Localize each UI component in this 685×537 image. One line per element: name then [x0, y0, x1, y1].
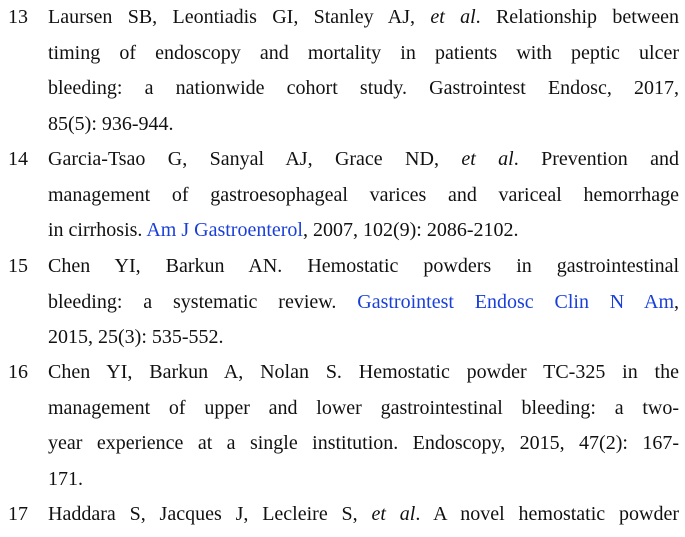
text-segment: . Relationship between — [475, 6, 679, 28]
journal-link[interactable]: Am J Gastroenterol — [146, 219, 303, 241]
reference-line — [48, 462, 679, 498]
text-segment: 171. — [48, 467, 83, 490]
reference-line — [48, 107, 679, 143]
reference-line — [48, 285, 679, 321]
reference-line — [48, 391, 679, 427]
reference-line — [48, 497, 679, 533]
text-segment: . Prevention and — [513, 148, 679, 170]
reference-text — [48, 355, 679, 497]
reference-line — [48, 36, 679, 72]
reference-number: 16 — [8, 361, 28, 383]
reference-number: 14 — [8, 148, 28, 170]
text-segment: in cirrhosis. — [48, 219, 147, 241]
italic-text: et al — [430, 6, 476, 28]
text-segment: , 2007, 102(9): 2086-2102. — [302, 219, 519, 241]
reference-line — [48, 320, 679, 356]
text-segment: Garcia-Tsao G, Sanyal AJ, Grace ND, — [48, 148, 462, 170]
reference-number: 17 — [8, 503, 28, 525]
reference-text — [48, 497, 679, 533]
text-segment: Chen YI, Barkun AN. Hemostatic powders in gastrointestinal — [48, 255, 679, 277]
text-segment: Haddara S, Jacques J, Lecleire S, — [48, 503, 372, 525]
reference-line — [48, 71, 679, 107]
text-segment: Chen YI, Barkun A, Nolan S. Hemostatic powder TC-325 in the — [48, 361, 679, 383]
journal-link[interactable]: Gastrointest Endosc Clin N Am — [357, 290, 674, 313]
reference-line — [48, 355, 679, 391]
reference-text — [48, 0, 679, 142]
reference-number: 13 — [8, 6, 28, 28]
text-segment: timing of endoscopy and mortality in patients with peptic ulcer — [48, 41, 679, 64]
text-segment: bleeding: a nationwide cohort study. Gastrointest Endosc, 2017, — [48, 77, 679, 99]
reference-line — [48, 426, 679, 462]
text-segment: management of upper and lower gastrointestinal bleeding: a two- — [48, 396, 679, 419]
text-segment: Laursen SB, Leontiadis GI, Stanley AJ, — [48, 6, 431, 28]
italic-text: et al — [461, 148, 514, 170]
text-segment: bleeding: a systematic review. — [48, 290, 358, 313]
text-segment: , — [674, 290, 679, 313]
text-segment: 2015, 25(3): 535-552. — [48, 326, 224, 348]
text-segment: management of gastroesophageal varices and variceal hemorrhage — [48, 183, 679, 206]
reference-line — [48, 178, 679, 214]
reference-text — [48, 142, 679, 249]
text-segment: . A novel hemostatic powder — [415, 503, 679, 525]
italic-text: et al — [371, 503, 416, 525]
reference-number: 15 — [8, 255, 28, 277]
reference-line — [48, 249, 679, 285]
text-segment: 85(5): 936-944. — [48, 112, 174, 135]
text-segment: year experience at a single institution. Endoscopy, 2015, 47(2): 167- — [48, 432, 679, 454]
reference-text — [48, 249, 679, 356]
reference-line — [48, 0, 679, 36]
reference-line — [48, 142, 679, 178]
reference-line — [48, 213, 679, 249]
